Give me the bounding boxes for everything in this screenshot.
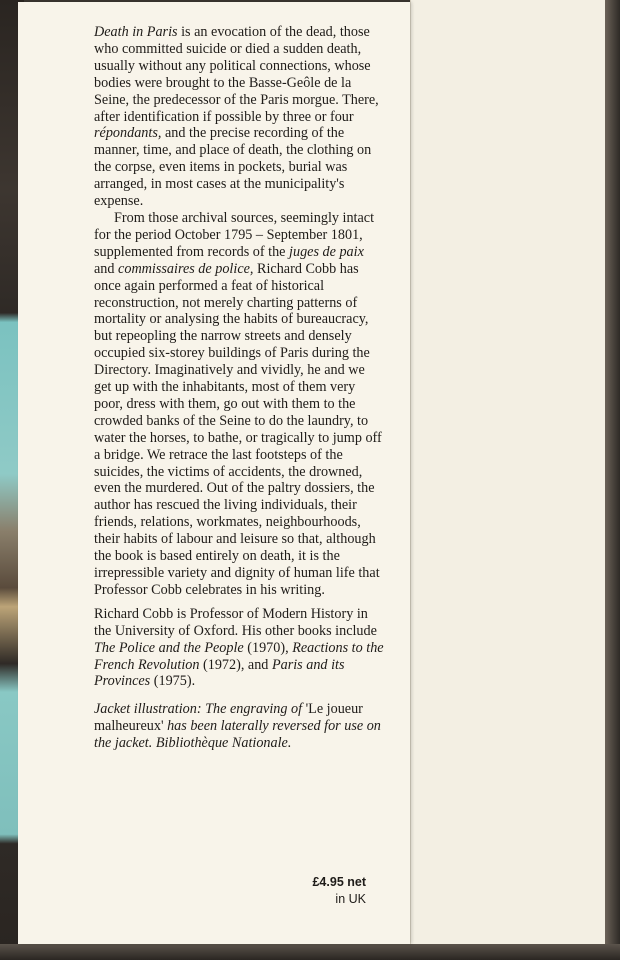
price-label bbox=[258, 874, 366, 908]
author-text: Richard Cobb is Professor of Modern History in the University of Oxford. His other books include bbox=[94, 605, 377, 639]
price-amount: £4.95 net bbox=[312, 875, 366, 889]
author-text: (1975). bbox=[150, 673, 196, 690]
credit-italic: has been laterally reversed for use on the jacket. Bibliothèque Nationale. bbox=[94, 718, 381, 752]
book-title-italic: The Police and the People bbox=[94, 639, 244, 656]
blurb-text: Richard Cobb has once again performed a feat of historical reconstruction, not merely charting patterns of mortality or analysing the habits of bureaucracy, but repeopling the narrow streets and densely occupied six-storey buildings of Paris during the Directory. Imaginatively and vividly, he and we get up with the inhabitants, most of them very poor, dress with them, go out with them to the crowded banks of the Seine to do the laundry, to water the horses, to bathe, or tragically to jump off a bridge. We retrace the last footsteps of the suicides, the victims of accidents, the drowned, even the murdered. Out of the paltry dossiers, the author has rescued the living individuals, their friends, relations, workmates, neighbourhoods, their habits of labour and leisure so that, although the book is based entirely on death, it is the irrepressible variety and dignity of human life that Professor Cobb celebrates in his writing. bbox=[94, 260, 382, 598]
author-bio bbox=[94, 606, 384, 691]
blurb-paragraph-1 bbox=[94, 24, 384, 210]
blurb-paragraph-2 bbox=[94, 210, 384, 599]
board-right-edge bbox=[605, 0, 620, 960]
author-text: (1970), bbox=[243, 639, 293, 656]
blurb-italic-term: juges de paix bbox=[289, 243, 364, 260]
credit-plain: 'Le joueur malheureux' bbox=[94, 701, 363, 735]
book-title-italic: Reactions to the French Revolution bbox=[94, 639, 384, 673]
jacket-flap bbox=[18, 2, 410, 944]
board-bottom-edge bbox=[0, 944, 620, 960]
flap-text bbox=[94, 24, 384, 752]
blurb-text: and bbox=[94, 260, 119, 277]
blurb-text: and the precise recording of the manner, time, and place of death, the clothing on the corpse, even items in pockets, burial was arranged, in most cases at the municipality's expense. bbox=[94, 125, 372, 210]
credit-italic: Jacket illustration: The engraving of bbox=[94, 701, 306, 718]
blurb-text: is an evocation of the dead, those who committed suicide or died a sudden death, usually without any political connections, whose bodies were brought to the Basse-Geôle de la Seine, the predecessor of the Paris morgue. There, after identification if possible by three or four bbox=[94, 24, 379, 125]
blurb-italic-term: commissaires de police, bbox=[118, 260, 254, 277]
book-title: Death in Paris bbox=[94, 24, 178, 40]
blurb-italic-term: répondants, bbox=[94, 125, 162, 142]
book-title-italic: Paris and its Provinces bbox=[94, 656, 345, 690]
inner-cover-board bbox=[410, 0, 611, 948]
price-region: in UK bbox=[335, 892, 366, 906]
blurb-text: From those archival sources, seemingly intact for the period October 1795 – September 1801, supplemented from records of the bbox=[94, 209, 375, 260]
author-text: (1972), and bbox=[199, 656, 272, 673]
jacket-credit bbox=[94, 701, 384, 752]
